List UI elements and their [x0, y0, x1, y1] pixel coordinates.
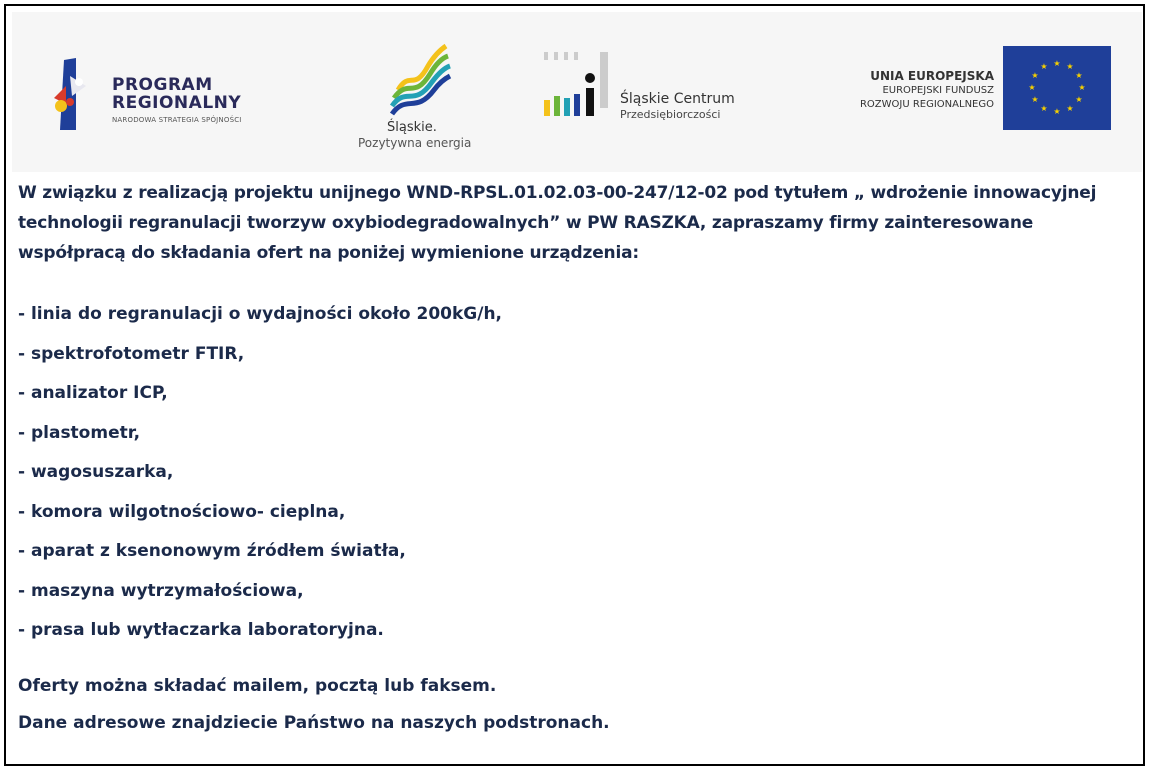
- list-item: - linia do regranulacji o wydajności około 200kG/h,: [18, 304, 503, 324]
- document-frame: [4, 4, 1145, 766]
- svg-text:★: ★: [1040, 104, 1048, 113]
- list-item: - plastometr,: [18, 422, 141, 443]
- program-regionalny-line2: REGIONALNY: [112, 93, 242, 113]
- scp-line2: Przedsiębiorczości: [620, 108, 721, 121]
- program-regionalny-line1: PROGRAM: [112, 75, 213, 95]
- list-item: - wagosuszarka,: [18, 462, 174, 482]
- program-regionalny-text: [112, 76, 242, 124]
- announcement-content: [18, 178, 1144, 745]
- outro: [18, 671, 1144, 745]
- outro-line1: Oferty można składać mailem, pocztą lub faksem.: [18, 675, 497, 696]
- list-item: - spektrofotometr FTIR,: [18, 343, 245, 364]
- intro-paragraph: W związku z realizacją projektu unijnego WND-RPSL.01.02.03-00-247/12-02 pod tytułem „ wdrożenie innowacyjnej technologii regranulacji tworzyw oxybiodegradowalnych” w PW RASZKA, zapraszamy firmy zainteresowane współpracą do składania ofert na poniżej wymienione urządzenia:: [18, 183, 1097, 263]
- svg-text:★: ★: [1075, 95, 1083, 104]
- logo-band: [12, 12, 1142, 172]
- program-regionalny-line3: NARODOWA STRATEGIA SPÓJNOŚCI: [112, 116, 242, 124]
- svg-text:★: ★: [1066, 104, 1074, 113]
- scp-line1: Śląskie Centrum: [620, 91, 735, 107]
- svg-text:★: ★: [1028, 83, 1036, 92]
- list-item: - aparat z ksenonowym źródłem światła,: [18, 541, 406, 561]
- eu-line1: UNIA EUROPEJSKA: [870, 69, 994, 83]
- program-regionalny-logo: [46, 56, 106, 136]
- svg-text:★: ★: [1078, 83, 1086, 92]
- svg-text:★: ★: [1040, 62, 1048, 71]
- svg-text:★: ★: [1031, 95, 1039, 104]
- scp-bars-logo: [540, 48, 616, 120]
- svg-text:★: ★: [1066, 62, 1074, 71]
- slaskie-line1: Śląskie.: [387, 120, 437, 135]
- eu-line3: ROZWOJU REGIONALNEGO: [859, 99, 994, 110]
- eu-text: [798, 68, 994, 112]
- eu-line2: EUROPEJSKI FUNDUSZ: [882, 85, 994, 96]
- list-item: - komora wilgotnościowo- cieplna,: [18, 501, 346, 522]
- svg-text:★: ★: [1031, 71, 1039, 80]
- slaskie-wave-logo: [384, 40, 454, 120]
- equipment-list: [18, 299, 1144, 655]
- svg-text:★: ★: [1053, 59, 1061, 68]
- eu-flag: [1003, 46, 1111, 130]
- svg-text:★: ★: [1075, 71, 1083, 80]
- slaskie-line2: Pozytywna energia: [358, 136, 472, 150]
- list-item: - maszyna wytrzymałościowa,: [18, 580, 304, 601]
- list-item: - analizator ICP,: [18, 383, 168, 403]
- list-item: - prasa lub wytłaczarka laboratoryjna.: [18, 620, 384, 640]
- svg-text:★: ★: [1053, 107, 1061, 116]
- outro-line2: Dane adresowe znajdziecie Państwo na naszych podstronach.: [18, 712, 610, 733]
